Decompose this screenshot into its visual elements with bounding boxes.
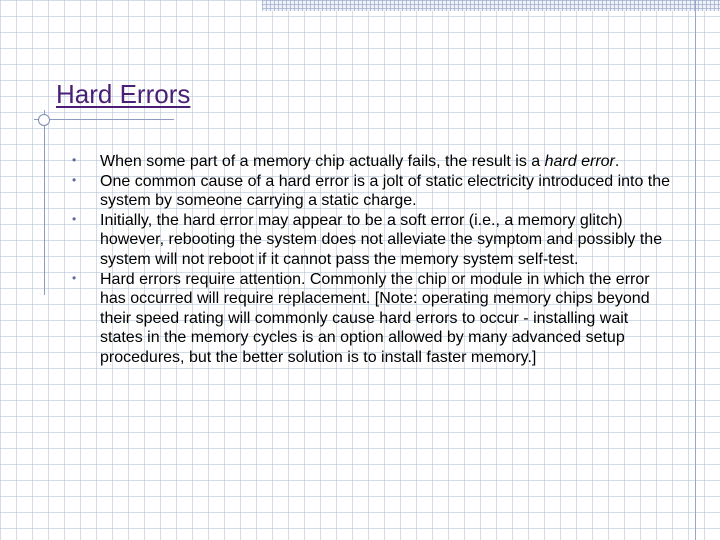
bullet-icon: • — [72, 153, 77, 167]
accent-circle-icon — [38, 114, 50, 126]
bullet-emphasis: hard error — [544, 153, 615, 170]
bullet-text: Initially, the hard error may appear to be a soft error (i.e., a memory glitch) however, rebooting the system does not alleviate the symptom and possibly the system will not reboot if it cannot pass the memory system self-test. — [100, 211, 663, 268]
bullet-icon: • — [72, 270, 77, 285]
bullet-list — [72, 152, 672, 368]
slide-title: Hard Errors — [56, 79, 191, 109]
title-underline-rule — [34, 119, 174, 120]
decorative-top-band — [262, 0, 720, 11]
vertical-accent-rule — [44, 110, 45, 295]
bullet-icon: • — [72, 211, 77, 226]
bullet-text: One common cause of a hard error is a jolt of static electricity introduced into the system by someone carrying a static charge. — [100, 172, 671, 210]
bullet-item — [72, 270, 672, 368]
bullet-text: Hard errors require attention. Commonly the chip or module in which the error has occurred will require replacement. [Note: operating memory chips beyond their speed rating will commonly cause hard errors to occur - installing wait states in the memory cycles is an option allowed by many advanced setup procedures, but the better solution is to install faster memory.] — [100, 270, 650, 366]
bullet-icon: • — [72, 172, 77, 187]
decorative-right-rule — [695, 0, 696, 540]
bullet-item — [72, 172, 672, 211]
bullet-suffix: . — [614, 153, 620, 170]
bullet-item — [72, 211, 672, 270]
bullet-item — [72, 152, 672, 172]
bullet-text: When some part of a memory chip actually fails, the result is a — [100, 153, 545, 170]
